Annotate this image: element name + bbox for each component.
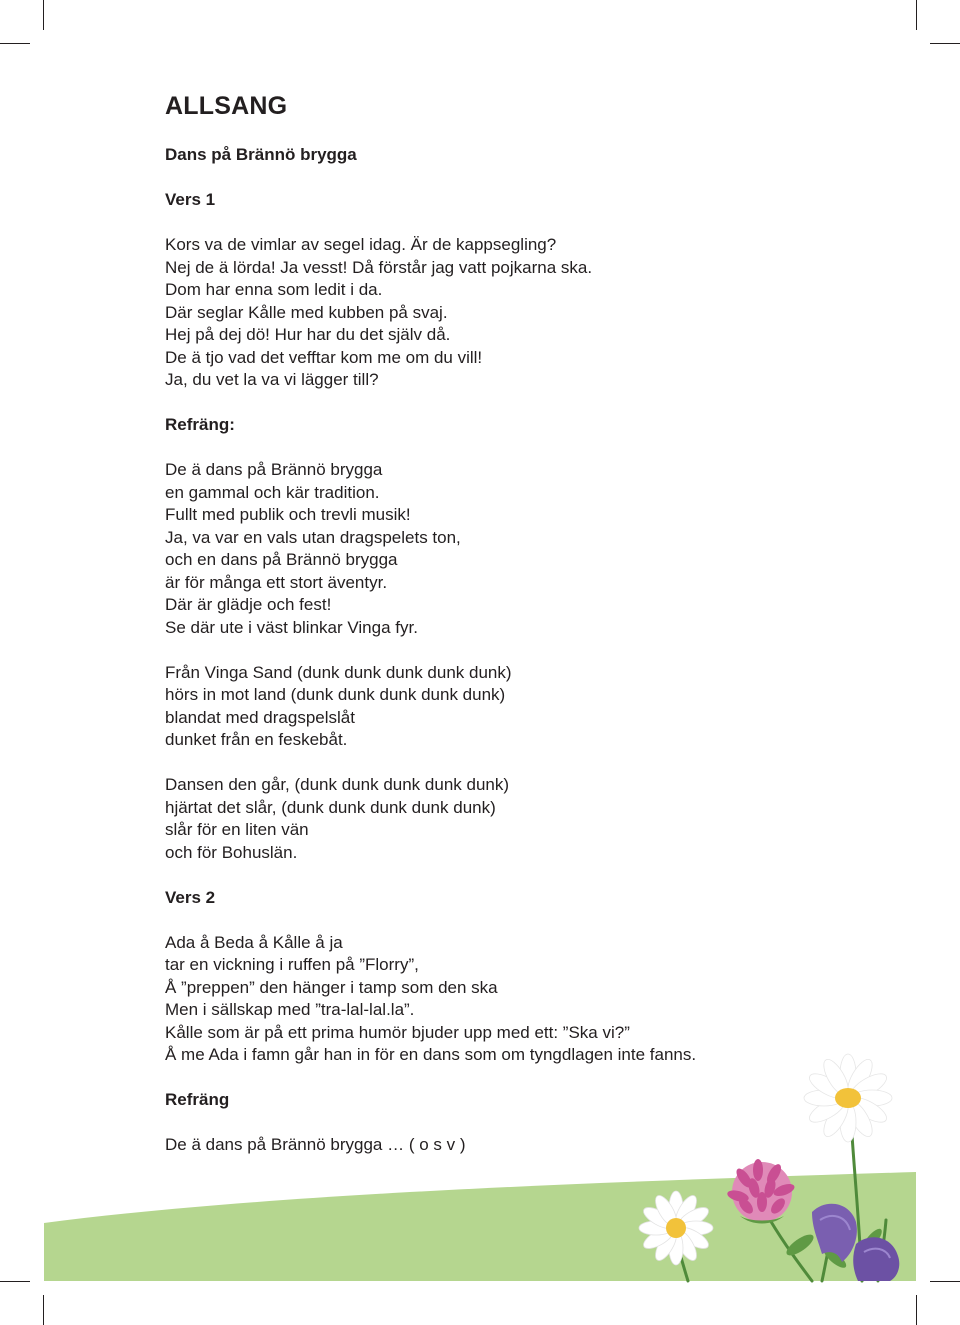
- section-heading: Vers 1: [165, 190, 216, 209]
- verse-2-lyrics: [165, 932, 885, 1067]
- lyric-line: Å me Ada i famn går han in för en dans som om tyngdlagen inte fanns.: [165, 1045, 697, 1064]
- lyric-line: Dansen den går, (dunk dunk dunk dunk dunk): [165, 775, 510, 794]
- section-heading: Refräng:: [165, 415, 235, 434]
- lyric-line: De ä tjo vad det vefftar kom me om du vill!: [165, 347, 483, 367]
- lyric-line: Ada å Beda å Kålle å ja: [165, 932, 343, 952]
- lyric-line: Från Vinga Sand (dunk dunk dunk dunk dunk): [165, 662, 512, 682]
- lyric-line: Men i sällskap med ”tra-lal-lal.la”.: [165, 1000, 415, 1019]
- lyric-line: Fullt med publik och trevli musik!: [165, 505, 411, 524]
- section-heading: Vers 2: [165, 887, 216, 907]
- lyric-line: Kors va de vimlar av segel idag. Är de kappsegling?: [165, 235, 557, 254]
- lyric-line: hjärtat det slår, (dunk dunk dunk dunk dunk): [165, 797, 496, 817]
- lyric-line: och för Bohuslän.: [165, 842, 298, 862]
- lyric-line: Å ”preppen” den hänger i tamp som den ska: [165, 977, 498, 997]
- lyric-line: hörs in mot land (dunk dunk dunk dunk dunk): [165, 685, 506, 704]
- lyric-line: Ja, va var en vals utan dragspelets ton,: [165, 527, 461, 547]
- chorus-lyrics-part-3: [165, 774, 885, 864]
- song-title: Dans på Brännö brygga: [165, 145, 357, 164]
- lyric-line: blandat med dragspelslåt: [165, 707, 355, 727]
- section-heading: Refräng: [165, 1090, 230, 1109]
- lyric-line: Dom har enna som ledit i da.: [165, 280, 383, 299]
- lyric-line: Där är glädje och fest!: [165, 595, 332, 614]
- lyric-line: Hej på dej dö! Hur har du det själv då.: [165, 325, 451, 344]
- lyric-line: och en dans på Brännö brygga: [165, 550, 398, 569]
- verse-1-lyrics: [165, 234, 885, 392]
- lyric-line: dunket från en feskebåt.: [165, 730, 348, 749]
- lyric-line: är för många ett stort äventyr.: [165, 572, 388, 592]
- chorus-reference: [165, 1134, 885, 1157]
- lyric-line: Nej de ä lörda! Ja vesst! Då förstår jag vatt pojkarna ska.: [165, 257, 593, 277]
- lyric-line: tar en vickning i ruffen på ”Florry”,: [165, 955, 419, 974]
- lyric-line: De ä dans på Brännö brygga: [165, 460, 383, 479]
- lyric-line: Där seglar Kålle med kubben på svaj.: [165, 302, 448, 322]
- lyric-line: Kålle som är på ett prima humör bjuder upp med ett: ”Ska vi?”: [165, 1022, 630, 1042]
- page-title: ALLSANG: [165, 92, 288, 120]
- lyric-line: De ä dans på Brännö brygga … ( o s v ): [165, 1135, 466, 1154]
- lyric-line: en gammal och kär tradition.: [165, 482, 380, 502]
- song-content: [165, 144, 885, 1157]
- chorus-lyrics: [165, 459, 885, 639]
- lyric-line: Se där ute i väst blinkar Vinga fyr.: [165, 617, 418, 637]
- chorus-lyrics-part-2: [165, 662, 885, 752]
- lyric-line: slår för en liten vän: [165, 820, 309, 839]
- lyric-line: Ja, du vet la va vi lägger till?: [165, 370, 379, 389]
